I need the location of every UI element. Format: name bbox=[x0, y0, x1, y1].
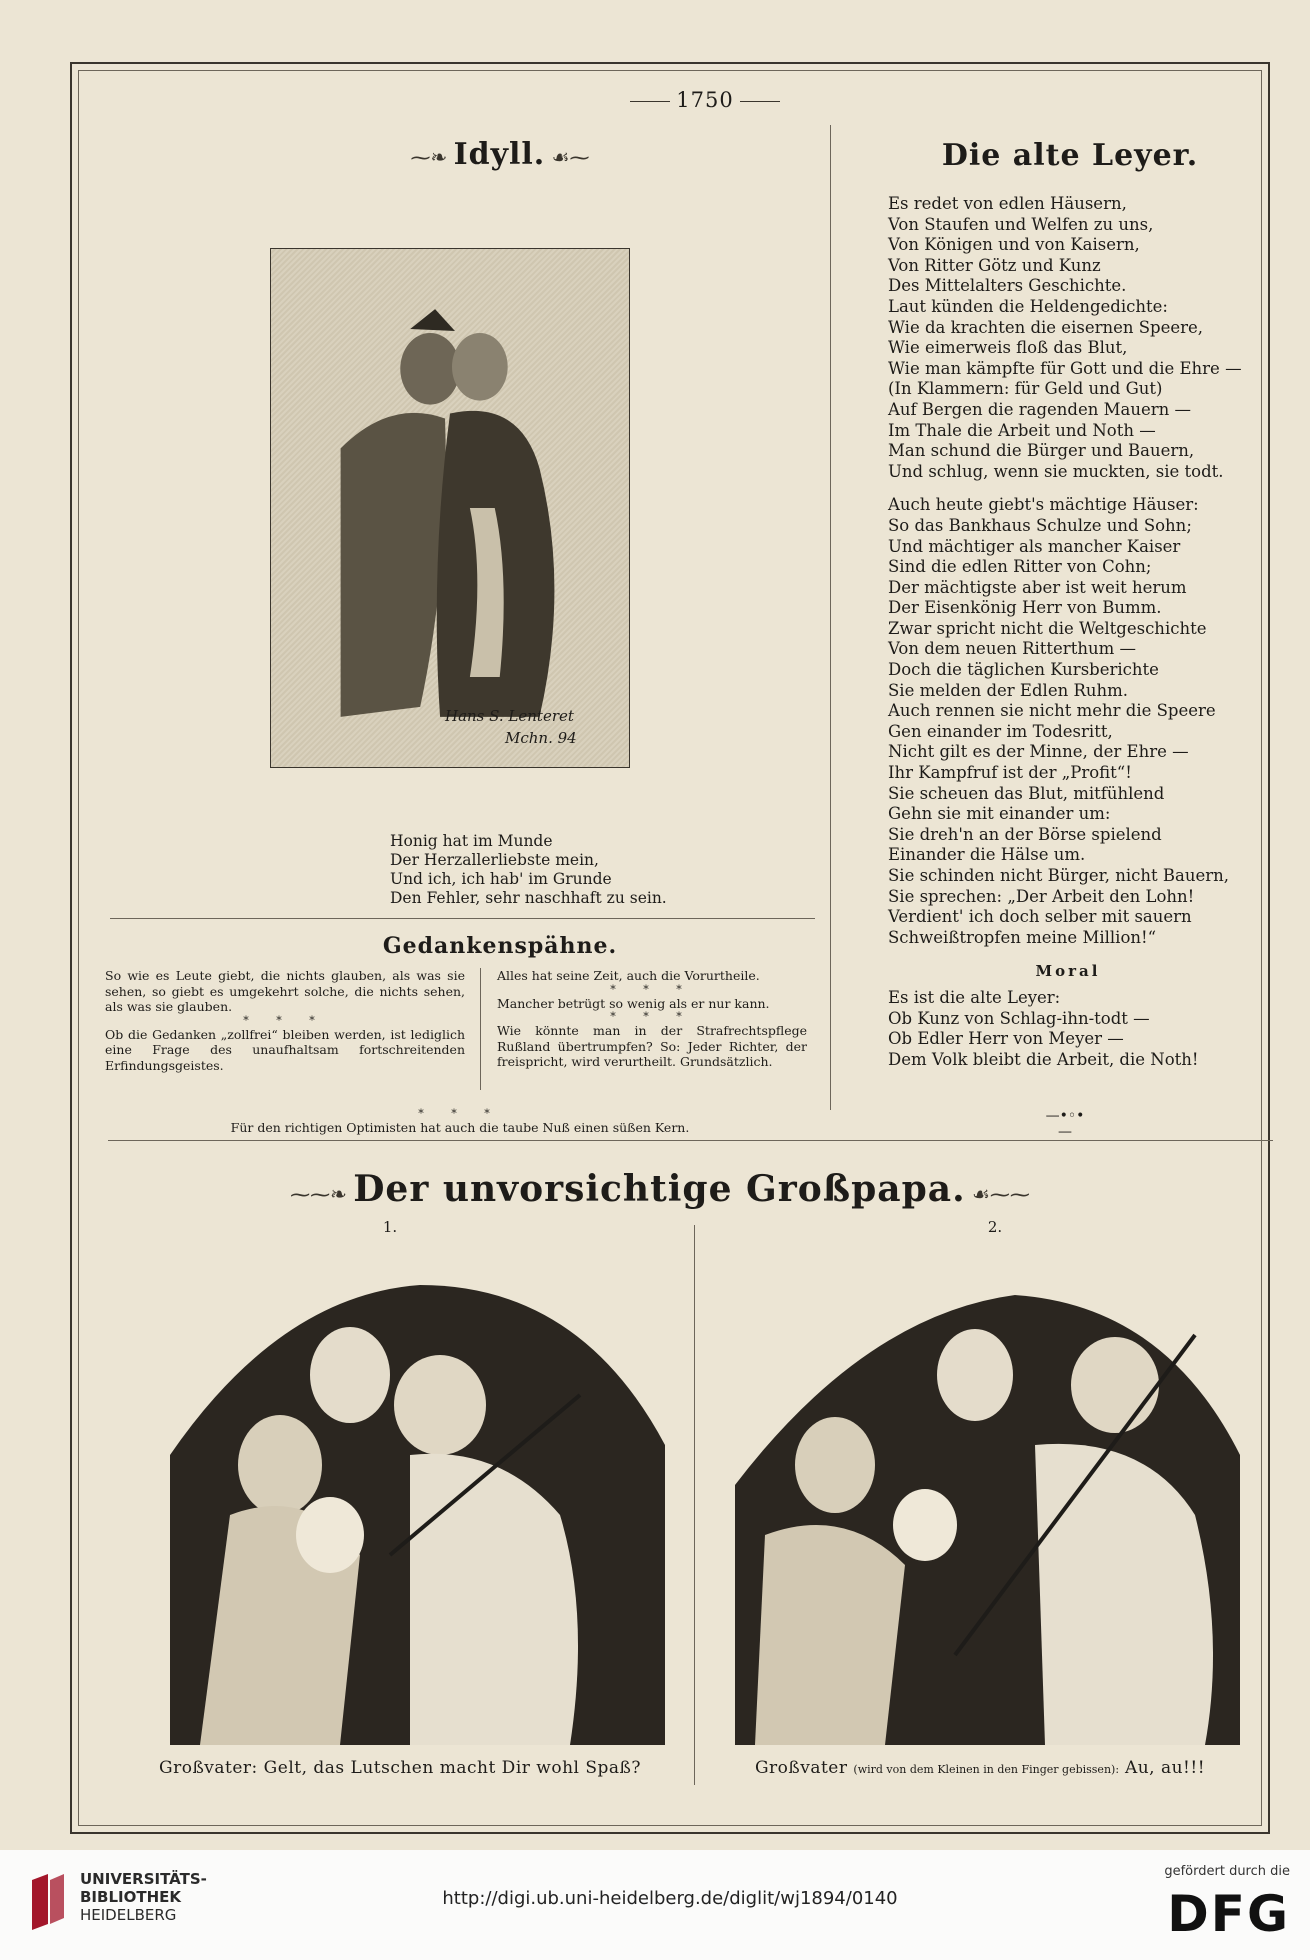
kissing-couple-drawing bbox=[271, 249, 629, 767]
flourish-ornament-icon: ⁓⁓❧ bbox=[290, 1182, 354, 1206]
source-url-link[interactable]: http://digi.ub.uni-heidelberg.de/diglit/wj1894/0140 bbox=[442, 1888, 898, 1909]
cartoon-caption-2: Großvater (wird von dem Kleinen in den Finger gebissen): Au, au!!! bbox=[754, 1758, 1206, 1778]
aphorism: Alles hat seine Zeit, auch die Vorurtheile. bbox=[497, 968, 760, 983]
flourish-ornament-icon: ☙⁓⁓ bbox=[965, 1182, 1030, 1206]
panel-divider bbox=[694, 1225, 695, 1785]
section-rule bbox=[110, 918, 815, 919]
aphorism: Mancher betrügt so wenig als er nur kann. bbox=[497, 995, 770, 1011]
panel-number-1: 1. bbox=[382, 1218, 398, 1236]
leyer-stanza-1: Es redet von edlen Häusern, Von Staufen und Welfen zu uns, Von Königen und von Kaisern, Von Ritter Götz und Kunz Des Mittelalters Geschichte. Laut künden die Heldengedichte: Wie da krachten die eisernen Speere, Wie eimerweis floß das Blut, Wie man kämpfte für Gott und die Ehre — (In Klammern: für Geld und Gut) Auf Bergen die ragenden Mauern — Im Thale die Arbeit und Noth — Man schund die Bürger und Bauern, Und schlug, wenn sie muckten, sie todt. bbox=[888, 194, 1242, 481]
aphorisms-left bbox=[105, 968, 465, 1073]
library-name: UNIVERSITÄTS- BIBLIOTHEK HEIDELBERG bbox=[80, 1870, 207, 1924]
star-separator: * * * bbox=[610, 1010, 694, 1023]
moral-heading: Moral bbox=[1035, 962, 1101, 981]
idyll-caption-poem: Honig hat im Munde Der Herzallerliebste mein, Und ich, ich hab' im Grunde Den Fehler, sehr naschhaft zu sein. bbox=[390, 832, 667, 907]
aphorism-bottom: * * * Für den richtigen Optimisten hat auch die taube Nuß einen süßen Kern. bbox=[150, 1108, 770, 1135]
ub-heidelberg-logo-icon bbox=[28, 1874, 68, 1930]
leyer-title: Die alte Leyer. bbox=[941, 138, 1199, 173]
dfg-logo: DFG bbox=[1167, 1885, 1290, 1943]
idyll-illustration bbox=[270, 248, 630, 768]
star-separator: * * * bbox=[243, 1013, 327, 1027]
grandfather-baby-drawing-1 bbox=[160, 1255, 675, 1755]
cartoon-panel-2 bbox=[725, 1255, 1250, 1755]
end-ornament: —•◦•— bbox=[1045, 1108, 1085, 1140]
grandfather-baby-drawing-2 bbox=[725, 1255, 1250, 1755]
aphorisms-right bbox=[497, 968, 807, 1070]
idyll-title: ⁓❧ Idyll. ☙⁓ bbox=[410, 137, 590, 172]
leyer-poem bbox=[888, 194, 1248, 1070]
flourish-ornament-icon: ☙⁓ bbox=[545, 145, 590, 169]
panel-number-2: 2. bbox=[987, 1218, 1003, 1236]
aphorism: Wie könnte man in der Strafrechtspflege Rußland übertrumpfen? So: Jeder Richter, der freispricht, wird verurtheilt. Grundsätzlich. bbox=[497, 1023, 807, 1069]
aphorism: Ob die Gedanken „zollfrei“ bleiben werden, ist lediglich eine Frage des unaufhaltsam fortschreitenden Erfindungsgeistes. bbox=[105, 1026, 465, 1073]
leyer-stanza-2: Auch heute giebt's mächtige Häuser: So das Bankhaus Schulze und Sohn; Und mächtiger als mancher Kaiser Sind die edlen Ritter von Cohn; Der mächtigste aber ist weit herum Der Eisenkönig Herr von Bumm. Zwar spricht nicht die Weltgeschichte Von dem neuen Ritterthum — Doch die täglichen Kursberichte Sie melden der Edlen Ruhm. Auch rennen sie nicht mehr die Speere Gen einander im Todesritt, Nicht gilt es der Minne, der Ehre — Ihr Kampfruf ist der „Profit“! Sie scheuen das Blut, mitfühlend Gehn sie mit einander um: Sie dreh'n an der Börse spielend Einander die Hälse um. Sie schinden nicht Bürger, nicht Bauern, Sie sprechen: „Der Arbeit den Lohn! Verdient' ich doch selber mit sauern Schweißtropfen meine Million!“ bbox=[888, 495, 1229, 947]
grosspapa-title: ⁓⁓❧ Der unvorsichtige Großpapa. ☙⁓⁓ bbox=[290, 1168, 1030, 1210]
aphorism-divider bbox=[480, 968, 481, 1090]
star-separator: * * * bbox=[418, 1107, 502, 1120]
star-separator: * * * bbox=[610, 982, 694, 996]
artist-signature: Hans S. Lenteret Mchn. 94 bbox=[445, 707, 577, 747]
column-divider bbox=[830, 125, 831, 1110]
flourish-ornament-icon: ⁓❧ bbox=[410, 145, 454, 169]
page-number: 1750 bbox=[590, 88, 820, 112]
section-rule bbox=[108, 1140, 1273, 1141]
gedanken-title: Gedankenspähne. bbox=[382, 933, 618, 959]
aphorism: So wie es Leute giebt, die nichts glauben, als was sie sehen, so giebt es umgekehrt solche, die nichts sehen, als was sie glauben. bbox=[105, 968, 465, 1014]
leyer-moral: Es ist die alte Leyer: Ob Kunz von Schlag-ihn-todt — Ob Edler Herr von Meyer — Dem Volk bleibt die Arbeit, die Noth! bbox=[888, 987, 1199, 1069]
cartoon-caption-1: Großvater: Gelt, das Lutschen macht Dir wohl Spaß? bbox=[159, 1758, 641, 1778]
funding-note: gefördert durch die bbox=[1164, 1864, 1290, 1879]
cartoon-panel-1 bbox=[160, 1255, 675, 1755]
